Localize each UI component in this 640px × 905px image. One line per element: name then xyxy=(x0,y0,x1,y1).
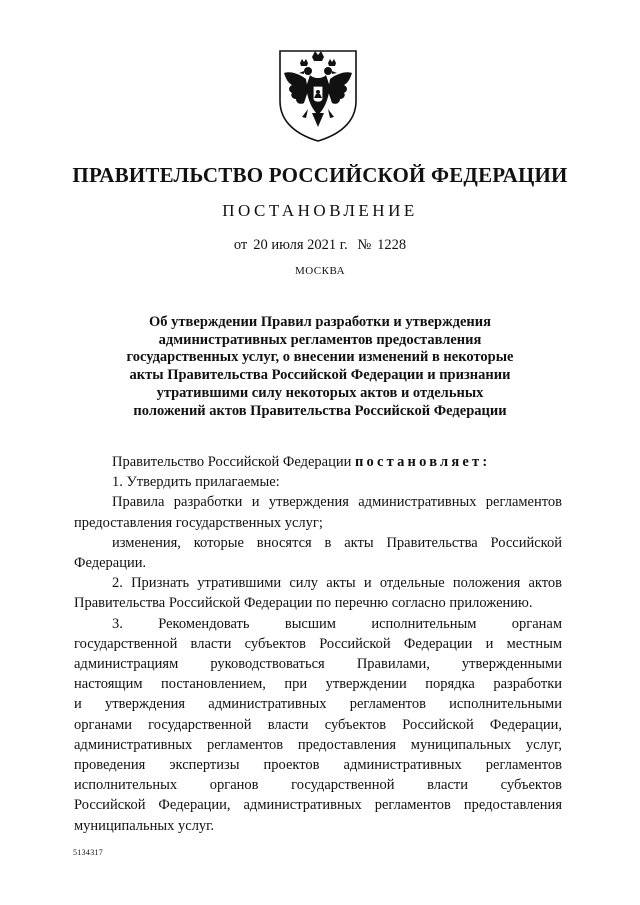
heading-line: Об утверждении Правил разработки и утверждения xyxy=(149,314,491,330)
document-type: ПОСТАНОВЛЕНИЕ xyxy=(222,201,418,220)
item-3-line: настоящим постановлением, при утверждении порядка разработки xyxy=(74,676,562,693)
document-date: 20 июля 2021 г. xyxy=(253,237,348,253)
item-2-line: 2. Признать утратившими силу акты и отдельные положения актов xyxy=(112,575,562,592)
document-heading xyxy=(100,314,540,420)
document-body xyxy=(74,452,562,836)
rules-line: Правила разработки и утверждения административных регламентов xyxy=(112,494,562,511)
item-3-line: проведения экспертизы проектов административных регламентов xyxy=(74,757,562,774)
government-name: ПРАВИТЕЛЬСТВО РОССИЙСКОЙ ФЕДЕРАЦИИ xyxy=(72,163,568,187)
document-date-line xyxy=(0,237,640,254)
document-code: 5134317 xyxy=(73,848,104,857)
russian-coat-of-arms-icon xyxy=(272,43,364,143)
city: МОСКВА xyxy=(294,265,346,277)
heading-line: утратившими силу некоторых актов и отдельных xyxy=(156,384,484,401)
intro-text: Правительство Российской Федерации xyxy=(112,454,352,470)
changes-line: изменения, которые вносятся в акты Правительства Российской xyxy=(112,534,562,551)
heading-line: административных регламентов предоставления xyxy=(158,331,482,348)
item-3-line: органами государственной власти субъектов Российской Федерации, xyxy=(74,716,562,733)
item-3-line: и утверждения административных регламентов исполнительными xyxy=(74,696,562,713)
heading-line: положений актов Правительства Российской Федерации xyxy=(133,402,507,419)
item-3-line: государственной власти субъектов Российской Федерации и местным xyxy=(74,635,562,652)
item-1: 1. Утвердить прилагаемые: xyxy=(112,474,280,491)
document-number: 1228 xyxy=(377,237,407,253)
item-3-line: 3. Рекомендовать высшим исполнительным органам xyxy=(112,615,562,632)
heading-line: акты Правительства Российской Федерации и признании xyxy=(129,367,511,384)
heading-line: государственных услуг, о внесении изменений в некоторые xyxy=(126,349,514,366)
changes-line: Федерации. xyxy=(74,555,147,572)
item-3-line: исполнительных органов государственной власти субъектов xyxy=(74,777,562,794)
item-3-line: Российской Федерации, административных регламентов предоставления xyxy=(74,797,562,814)
item-3-line: администрациям руководствоваться Правилами, утвержденными xyxy=(74,656,562,673)
date-prefix: от xyxy=(233,237,248,253)
item-3-line: административных регламентов предоставления муниципальных услуг, xyxy=(74,736,562,753)
intro-paragraph xyxy=(74,452,562,472)
item-3-line: муниципальных услуг. xyxy=(74,817,215,834)
number-sign: № xyxy=(357,237,372,253)
rules-line: предоставления государственных услуг; xyxy=(74,514,323,531)
item-2-line: Правительства Российской Федерации по перечню согласно приложению. xyxy=(74,595,533,612)
resolves-word: постановляет: xyxy=(354,454,491,470)
